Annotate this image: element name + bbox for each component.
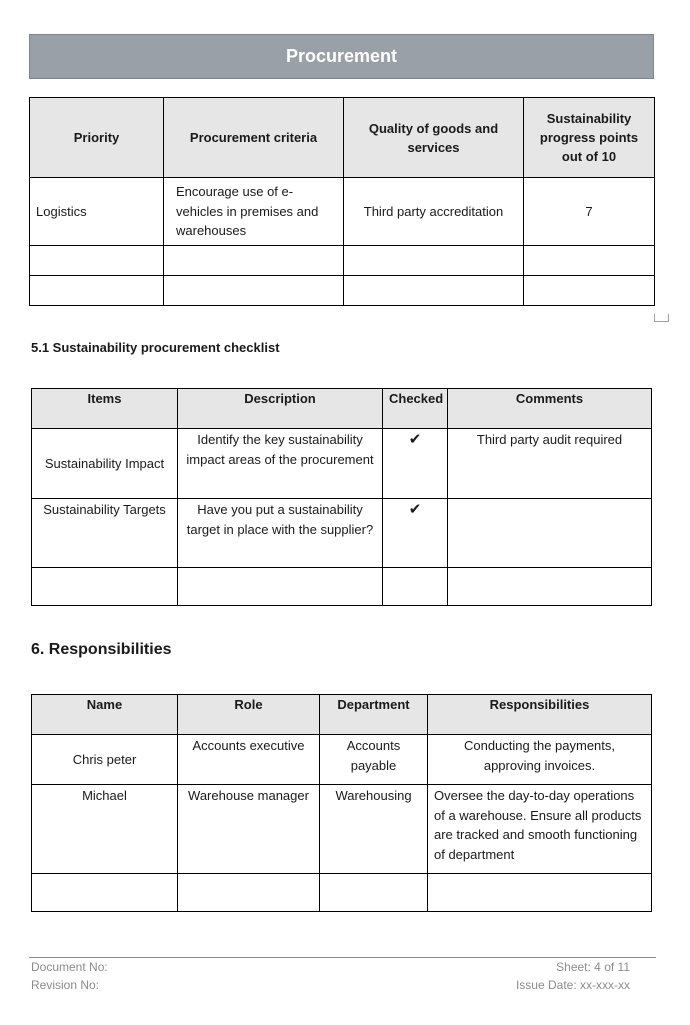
checkmark-icon: ✔ [408,501,422,518]
cell-criteria: Encourage use of e-vehicles in premises and warehouses [164,178,344,246]
empty-cell [344,246,524,276]
cell-department: Warehousing [320,785,428,874]
table-row [30,178,655,246]
cell-responsibilities: Oversee the day-to-day operations of a warehouse. Ensure all products are tracked and smooth functioning of department [428,785,652,874]
empty-cell [448,568,652,606]
cell-quality: Third party accreditation [344,178,524,246]
paragraph-end-marker [654,314,669,322]
empty-cell [524,276,655,306]
empty-cell [320,874,428,912]
empty-cell [30,246,164,276]
cell-description: Identify the key sustainability impact areas of the procurement [178,429,383,499]
table-row [32,874,652,912]
header-name: Name [32,695,178,735]
empty-cell [164,246,344,276]
table-header-row [32,389,652,429]
cell-checked[interactable] [383,499,448,568]
table-row [32,735,652,785]
footer-revision-no: Revision No: [31,978,100,992]
empty-cell [32,874,178,912]
header-procurement-criteria: Procurement criteria [164,98,344,178]
empty-cell [32,568,178,606]
cell-role: Accounts executive [178,735,320,785]
footer-issue-date: Issue Date: xx-xxx-xx [515,978,630,992]
cell-item: Sustainability Impact [32,429,178,499]
header-priority: Priority [30,98,164,178]
cell-priority: Logistics [30,178,164,246]
footer-divider [29,957,656,958]
header-responsibilities: Responsibilities [428,695,652,735]
section-banner [29,34,654,79]
table-row [30,246,655,276]
cell-comments: Third party audit required [448,429,652,499]
table-header-row [32,695,652,735]
responsibilities-heading: 6. Responsibilities [31,641,172,658]
cell-responsibilities: Conducting the payments, approving invoices. [428,735,652,785]
responsibilities-table [31,694,652,912]
cell-item: Sustainability Targets [32,499,178,568]
checklist-table [31,388,652,606]
header-department: Department [320,695,428,735]
header-progress-points: Sustainability progress points out of 10 [524,98,655,178]
table-row [32,429,652,499]
empty-cell [344,276,524,306]
table-row [30,276,655,306]
banner-title: Procurement [285,46,398,66]
cell-comments [448,499,652,568]
cell-department: Accounts payable [320,735,428,785]
empty-cell [30,276,164,306]
checklist-heading: 5.1 Sustainability procurement checklist [31,340,280,355]
header-role: Role [178,695,320,735]
cell-points: 7 [524,178,655,246]
header-items: Items [32,389,178,429]
empty-cell [164,276,344,306]
table-row [32,785,652,874]
header-comments: Comments [448,389,652,429]
cell-description: Have you put a sustainability target in place with the supplier? [178,499,383,568]
checkmark-icon: ✔ [408,431,422,448]
header-description: Description [178,389,383,429]
header-checked: Checked [383,389,448,429]
header-quality: Quality of goods and services [344,98,524,178]
cell-name: Michael [32,785,178,874]
footer-sheet: Sheet: 4 of 11 [556,960,630,974]
empty-cell [383,568,448,606]
empty-cell [428,874,652,912]
empty-cell [178,568,383,606]
empty-cell [524,246,655,276]
empty-cell [178,874,320,912]
table-header-row [30,98,655,178]
table-row [32,568,652,606]
cell-name: Chris peter [32,735,178,785]
table-row [32,499,652,568]
cell-checked[interactable] [383,429,448,499]
cell-role: Warehouse manager [178,785,320,874]
procurement-table [29,97,655,306]
footer-document-no: Document No: [31,960,108,974]
